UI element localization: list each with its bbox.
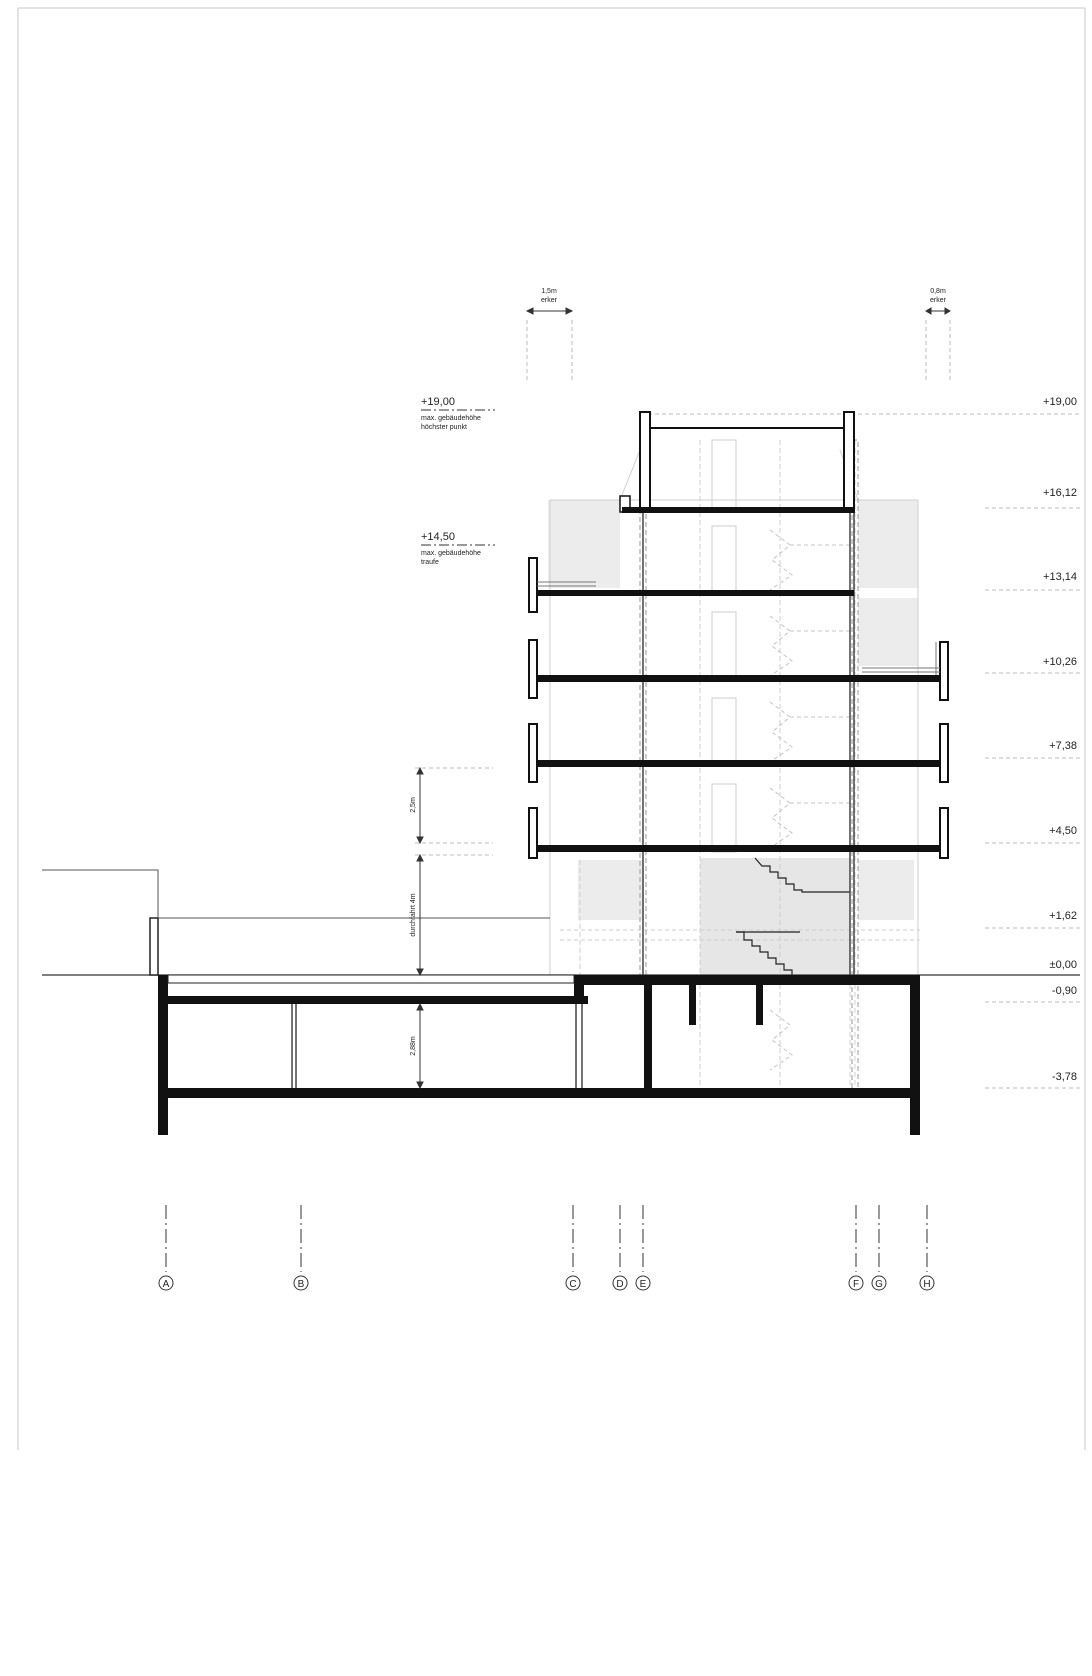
axis-marker-b bbox=[294, 1276, 308, 1290]
axis-marker-e bbox=[636, 1276, 650, 1290]
axis-marker-f bbox=[849, 1276, 863, 1290]
axis-marker-c bbox=[566, 1276, 580, 1290]
level-label: +16,12 bbox=[1043, 487, 1077, 499]
note-line: max. gebäudehöhe bbox=[421, 415, 481, 422]
axis-marker-d bbox=[613, 1276, 627, 1290]
note-line: höchster punkt bbox=[421, 424, 467, 431]
axis-marker-g bbox=[872, 1276, 886, 1290]
level-labels bbox=[1043, 396, 1077, 1083]
basement-section bbox=[158, 975, 920, 1135]
basement-dimension-label: 2,88m bbox=[410, 1036, 417, 1056]
axis-lines bbox=[166, 1205, 927, 1272]
erker-labels bbox=[541, 288, 947, 304]
level-label: -3,78 bbox=[1051, 1071, 1077, 1083]
level-label: ±0,00 bbox=[1049, 959, 1077, 971]
note-value: +19,00 bbox=[421, 396, 455, 408]
axis-label: C bbox=[569, 1279, 577, 1290]
hidden-stair-lines bbox=[770, 530, 850, 1070]
erker-guides bbox=[527, 320, 950, 380]
note-value: +14,50 bbox=[421, 531, 455, 543]
axis-label: A bbox=[162, 1279, 170, 1290]
height-note-top bbox=[421, 396, 495, 431]
axis-marker-a bbox=[159, 1276, 173, 1290]
vertical-dimensions bbox=[417, 768, 423, 1088]
erker-label: erker bbox=[541, 297, 557, 304]
axis-label: F bbox=[852, 1279, 860, 1290]
axis-label: G bbox=[875, 1279, 883, 1290]
level-label: +7,38 bbox=[1049, 740, 1077, 752]
axis-label: E bbox=[639, 1279, 647, 1290]
level-label: +13,14 bbox=[1043, 571, 1077, 583]
note-line: traufe bbox=[421, 559, 439, 566]
axis-markers bbox=[159, 1276, 934, 1290]
level-label: +19,00 bbox=[1043, 396, 1077, 408]
erker-size: 0,8m bbox=[930, 288, 946, 295]
basement-slab-top bbox=[168, 975, 574, 983]
axis-label: H bbox=[923, 1279, 931, 1290]
erker-label: erker bbox=[930, 297, 946, 304]
axis-label: B bbox=[297, 1279, 305, 1290]
elevation-background bbox=[548, 428, 920, 1090]
axis-label: D bbox=[616, 1279, 624, 1290]
sheet-frame bbox=[18, 8, 1085, 1450]
level-label: +4,50 bbox=[1049, 825, 1077, 837]
level-label: +10,26 bbox=[1043, 656, 1077, 668]
clearance-dimension-label: 2,5m bbox=[410, 797, 417, 813]
passage-dimension-label: durchfahrt 4m bbox=[410, 893, 417, 937]
erker-size: 1,5m bbox=[541, 288, 557, 295]
height-note-eaves bbox=[421, 531, 495, 566]
erker-arrows bbox=[527, 308, 950, 314]
axis-marker-h bbox=[920, 1276, 934, 1290]
level-label: -0,90 bbox=[1051, 985, 1077, 997]
level-label: +1,62 bbox=[1049, 910, 1077, 922]
site-wall bbox=[42, 870, 550, 975]
note-line: max. gebäudehöhe bbox=[421, 550, 481, 557]
